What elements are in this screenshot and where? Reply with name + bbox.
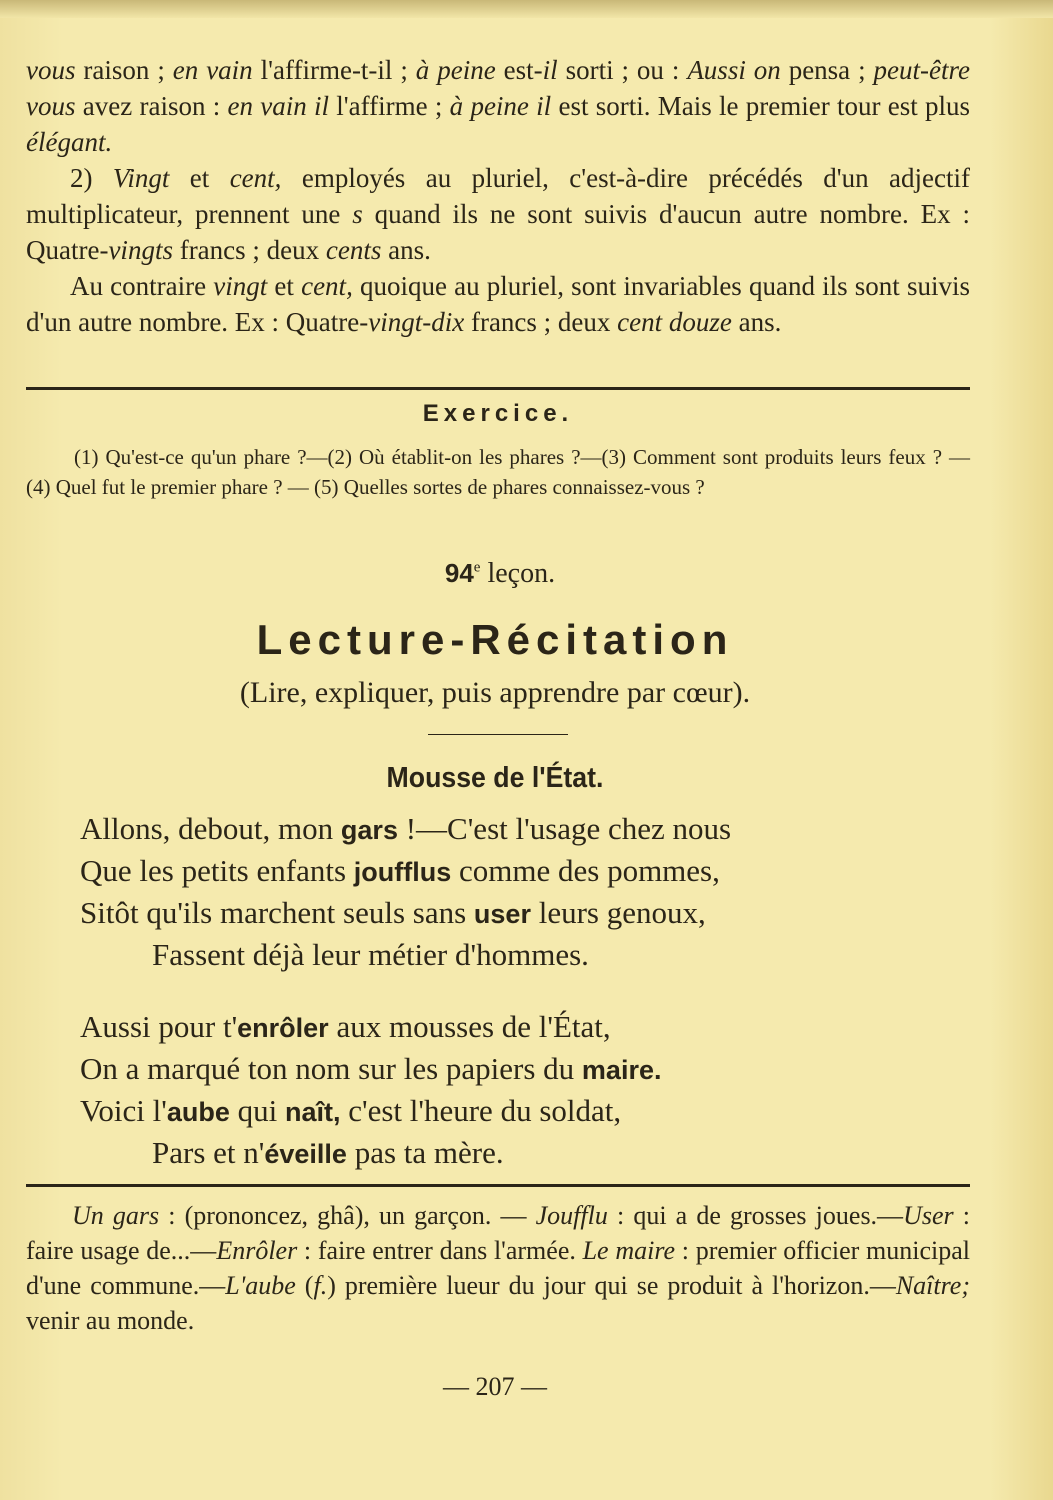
- text-run: pensa ;: [780, 55, 874, 85]
- section-divider-bottom: [26, 1184, 970, 1187]
- scan-edge: [0, 0, 1053, 18]
- text-run: quand ils ne sont suivis d'aucun autre nombre. Ex : Quatre-: [26, 199, 970, 265]
- poem-title: Mousse de l'État.: [386, 762, 604, 794]
- text-run: comme des pommes,: [451, 853, 720, 888]
- italic-term: cent douze: [617, 307, 732, 337]
- poem-verse: [152, 934, 589, 976]
- text-run: raison ;: [75, 55, 173, 85]
- text-run: : faire entrer dans l'armée.: [297, 1236, 583, 1265]
- section-divider-top: [26, 387, 970, 390]
- text-run: c'est l'heure du soldat,: [340, 1093, 622, 1128]
- italic-term: élégant.: [26, 127, 113, 157]
- italic-term: Enrôler: [216, 1236, 298, 1265]
- grammar-paragraph-2: [26, 160, 970, 268]
- grammar-paragraph-1: [26, 52, 970, 160]
- italic-term: L'aube: [225, 1271, 296, 1300]
- italic-term: vingt: [213, 271, 268, 301]
- text-run: ans.: [731, 307, 782, 337]
- text-run: quoique au pluriel, sont invariables quand ils sont suivis d'un autre nombre. Ex : Quatre-: [26, 271, 970, 337]
- text-run: leurs genoux,: [530, 895, 706, 930]
- keyword: éveille: [264, 1139, 347, 1169]
- text-run: Sitôt qu'ils marchent seuls sans: [80, 895, 474, 930]
- text-run: aux mousses de l'État,: [328, 1009, 611, 1044]
- text-run: qui: [229, 1093, 285, 1128]
- lesson-heading: [0, 558, 1000, 590]
- poem-verse: [80, 850, 720, 893]
- italic-term: peut-être vous: [26, 55, 970, 121]
- text-run: et: [267, 271, 302, 301]
- italic-term: vingt-dix: [368, 307, 465, 337]
- poem-verse: [80, 892, 706, 935]
- poem-verse: [80, 1048, 661, 1091]
- text-run: Aussi pour t': [80, 1009, 238, 1044]
- text-run: francs ; deux: [172, 235, 326, 265]
- italic-term: en vain il: [227, 91, 330, 121]
- italic-term: cents: [325, 235, 382, 265]
- keyword: joufflus: [353, 857, 452, 887]
- poem-verse: [80, 808, 731, 851]
- exercise-title: Exercice.: [422, 400, 574, 427]
- italic-term: f.: [313, 1271, 328, 1300]
- text-run: sorti ; ou :: [557, 55, 688, 85]
- italic-term: cent,: [301, 271, 353, 301]
- exercise-questions: (1) Qu'est-ce qu'un phare ?—(2) Où établit-on les phares ?—(3) Comment sont produits leurs feux ? — (4) Quel fut le premier phare ? — (5) Quelles sortes de phares connaissez-vous ?: [26, 445, 970, 499]
- poem-verse: [152, 1132, 504, 1175]
- text-run: Que les petits enfants: [80, 853, 354, 888]
- italic-term: s: [352, 199, 363, 229]
- italic-term: en vain: [172, 55, 253, 85]
- text-run: venir au monde.: [26, 1306, 195, 1335]
- text-run: : premier officier municipal d'une commune.—: [26, 1236, 970, 1300]
- keyword: user: [473, 899, 531, 929]
- text-run: Voici l': [80, 1093, 167, 1128]
- text-run: Au contraire: [70, 271, 214, 301]
- text-run: francs ; deux: [464, 307, 618, 337]
- italic-term: User: [903, 1201, 954, 1230]
- keyword: naît,: [284, 1097, 341, 1127]
- italic-term: à peine il: [449, 91, 552, 121]
- italic-term: Naître;: [895, 1271, 970, 1300]
- italic-term: Aussi on: [687, 55, 781, 85]
- text-run: !—C'est l'usage chez nous: [397, 811, 732, 846]
- keyword: gars: [340, 815, 398, 845]
- grammar-section: [26, 52, 970, 340]
- vocabulary-notes: [26, 1198, 970, 1338]
- text-run: employés au pluriel, c'est-à-dire précédés d'un adjectif multiplicateur, prennent une: [26, 163, 970, 229]
- text-run: est-: [495, 55, 543, 85]
- text-run: (: [295, 1271, 314, 1300]
- text-run: avez raison :: [75, 91, 228, 121]
- text-run: pas ta mère.: [346, 1135, 504, 1170]
- lesson-word: leçon.: [487, 558, 556, 589]
- text-run: ans.: [381, 235, 431, 265]
- text-run: et: [169, 163, 230, 193]
- text-run: : (prononcez, ghâ), un garçon. —: [159, 1201, 536, 1230]
- italic-term: Joufflu: [535, 1201, 608, 1230]
- poem-verse: [80, 1006, 611, 1049]
- italic-term: cent,: [229, 163, 282, 193]
- text-run: On a marqué ton nom sur les papiers du: [80, 1051, 582, 1086]
- title-divider: [428, 734, 568, 735]
- text-run: Fassent déjà leur métier d'hommes.: [152, 937, 589, 972]
- italic-term: vous: [26, 55, 76, 85]
- lesson-number: 94: [444, 558, 474, 588]
- italic-term: à peine: [415, 55, 496, 85]
- text-run: 2): [70, 163, 113, 193]
- text-run: est sorti. Mais le premier tour est plus: [551, 91, 971, 121]
- lesson-title: Lecture-Récitation: [256, 616, 734, 663]
- text-run: Allons, debout, mon: [80, 811, 341, 846]
- italic-term: Vingt: [112, 163, 170, 193]
- lesson-suffix: e: [473, 559, 481, 576]
- text-run: Pars et n': [152, 1135, 265, 1170]
- italic-term: vingts: [108, 235, 173, 265]
- text-run: : qui a de grosses joues.—: [607, 1201, 904, 1230]
- lesson-subtitle: (Lire, expliquer, puis apprendre par cœur).: [239, 676, 751, 709]
- keyword: maire.: [581, 1055, 662, 1085]
- italic-term: il: [542, 55, 558, 85]
- grammar-paragraph-3: [26, 268, 970, 340]
- text-run: l'affirme ;: [329, 91, 450, 121]
- italic-term: Un gars: [72, 1201, 160, 1230]
- text-run: : faire usage de...—: [26, 1201, 970, 1265]
- page-number: — 207 —: [443, 1372, 547, 1401]
- poem-verse: [80, 1090, 621, 1133]
- text-run: ) première lueur du jour qui se produit à l'horizon.—: [327, 1271, 896, 1300]
- keyword: enrôler: [237, 1013, 329, 1043]
- keyword: aube: [166, 1097, 230, 1127]
- text-run: l'affirme-t-il ;: [252, 55, 416, 85]
- italic-term: Le maire: [582, 1236, 676, 1265]
